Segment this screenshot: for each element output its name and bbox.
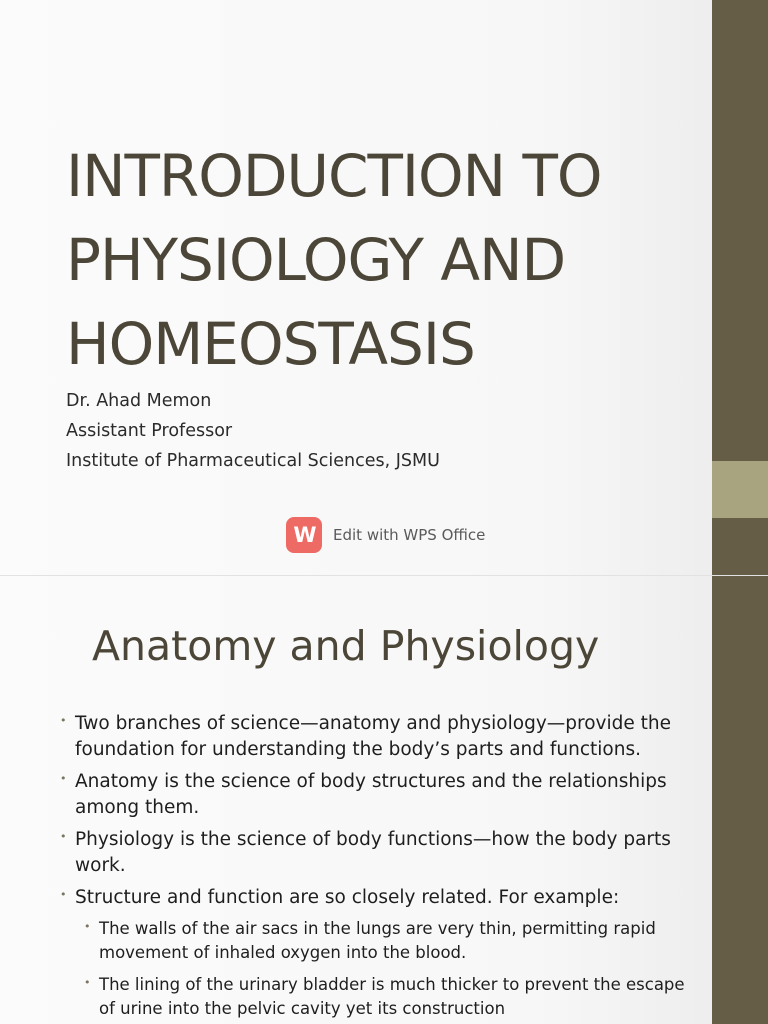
wps-edit-link[interactable] [286,517,485,553]
slide-accent-bar [712,576,768,1024]
sub-bullet-item: • The walls of the air sacs in the lungs are very thin, permitting rapid movement of inhaled oxygen into the blood. [82,917,698,965]
slide-title-text [66,134,696,386]
bullet-list [58,711,698,1024]
slide-heading: Anatomy and Physiology [92,622,600,670]
bullet-item: • Physiology is the science of body functions—how the body parts work. [58,827,698,879]
bullet-item: • Structure and function are so closely related. For example: [58,885,698,911]
slide-subtitle [66,386,440,476]
title-line: HOMEOSTASIS [66,310,475,378]
slide-accent-block [712,461,768,518]
sub-bullet-item: • The lining of the urinary bladder is much thicker to prevent the escape of urine into the pelvic cavity yet its construction [82,973,698,1021]
author-name: Dr. Ahad Memon [66,391,212,411]
bullet-item: • Two branches of science—anatomy and physiology—provide the foundation for understanding the body’s parts and functions. [58,711,698,763]
wps-edit-label: Edit with WPS Office [333,526,486,544]
wps-office-logo-icon: W [286,517,322,553]
bullet-item: • Anatomy is the science of body structures and the relationships among them. [58,769,698,821]
slide-anatomy-physiology [0,576,768,1024]
title-line: PHYSIOLOGY AND [66,226,566,294]
title-line: INTRODUCTION TO [66,142,602,210]
author-institute: Institute of Pharmaceutical Sciences, JSMU [66,451,440,471]
author-position: Assistant Professor [66,421,233,441]
